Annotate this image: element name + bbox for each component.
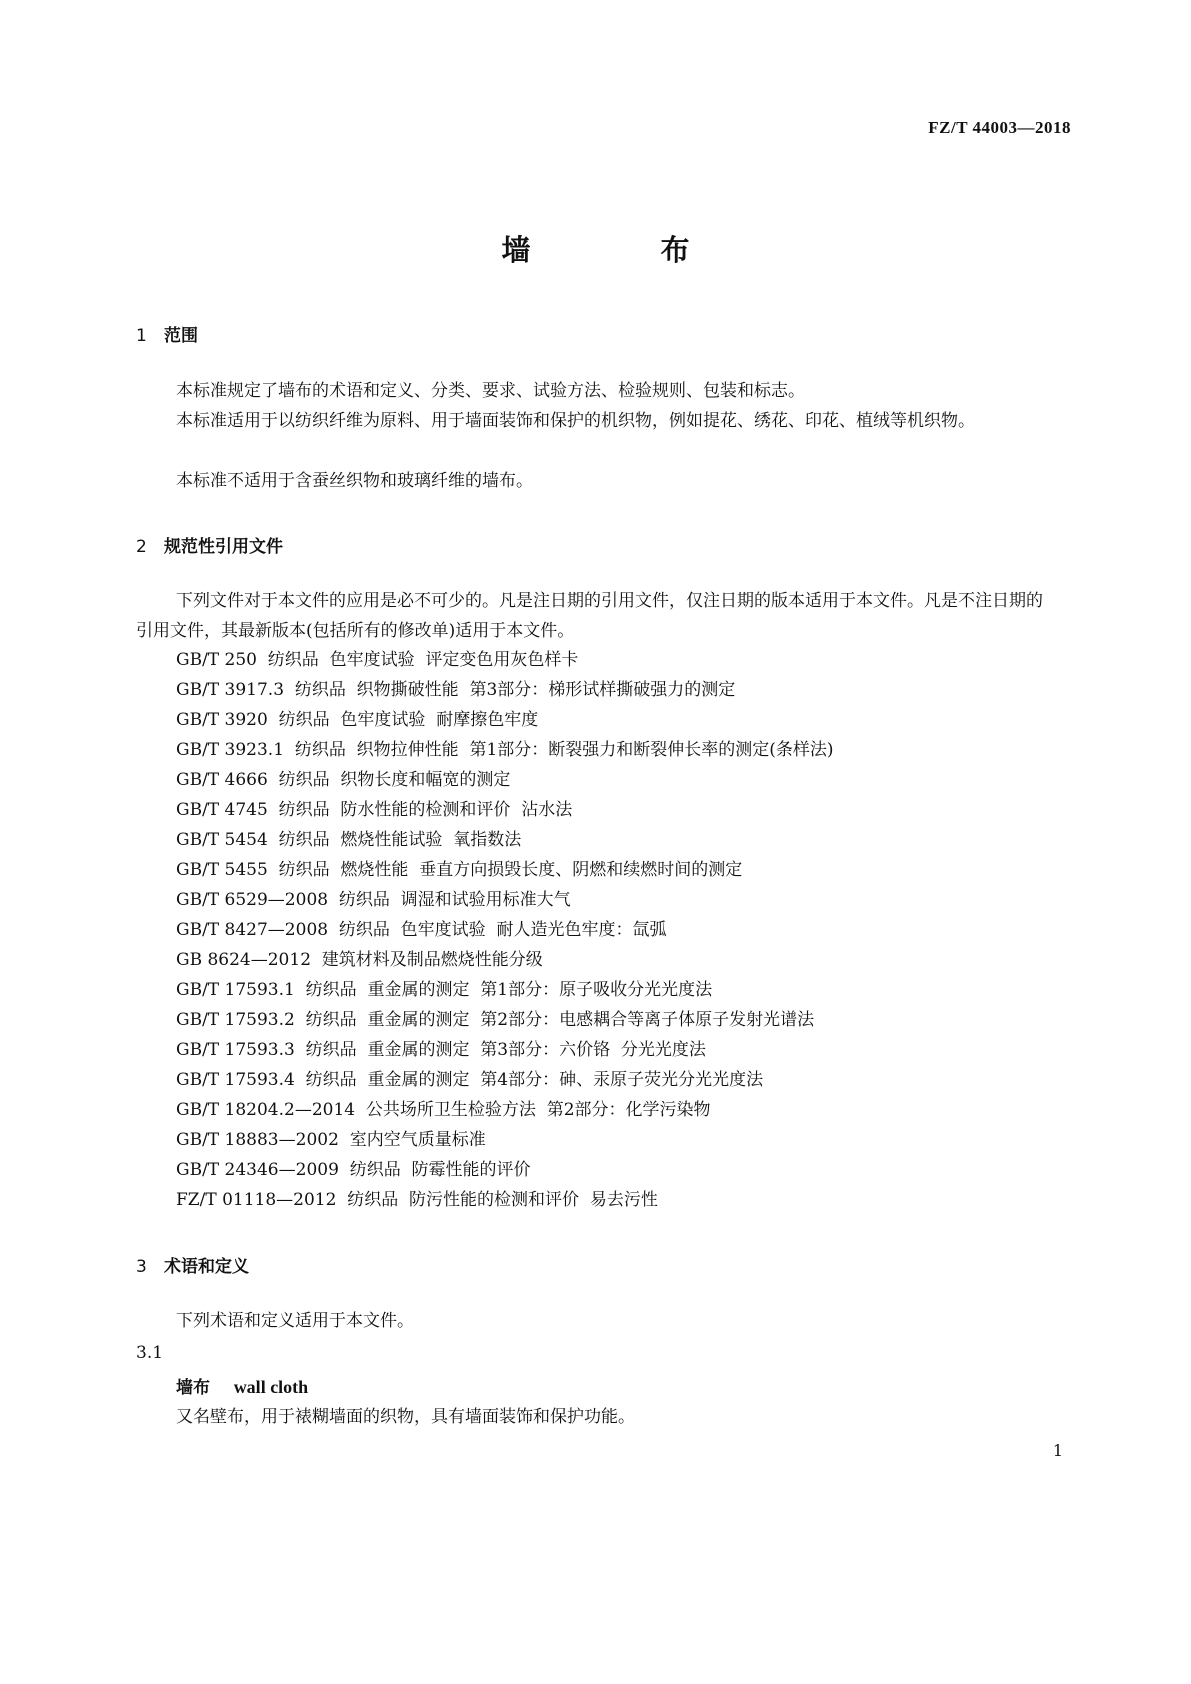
reference-item: GB/T 18204.2—2014 公共场所卫生检验方法 第2部分：化学污染物 [176,1100,711,1120]
term-number: 3.1 [136,1343,164,1363]
reference-list [176,645,1066,1215]
section-heading-normative-references [136,532,283,557]
section-number: 1 [136,326,147,346]
section-title: 范围 [164,326,198,346]
reference-item: GB/T 3920 纺织品 色牢度试验 耐摩擦色牢度 [176,710,539,730]
reference-item: GB/T 3923.1 纺织品 织物拉伸性能 第1部分：断裂强力和断裂伸长率的测定(条样法) [176,740,834,760]
page-number: 1 [1052,1441,1063,1460]
term-entry [176,1373,308,1398]
section-number: 3 [136,1257,147,1277]
section-heading-scope [136,321,198,346]
reference-item: GB 8624—2012 建筑材料及制品燃烧性能分级 [176,950,543,970]
scope-paragraph-3: 本标准不适用于含蚕丝织物和玻璃纤维的墙布。 [176,471,533,491]
reference-item: GB/T 17593.2 纺织品 重金属的测定 第2部分：电感耦合等离子体原子发射光谱法 [176,1010,815,1030]
reference-item: GB/T 5454 纺织品 燃烧性能试验 氧指数法 [176,830,522,850]
reference-item: FZ/T 01118—2012 纺织品 防污性能的检测和评价 易去污性 [176,1190,658,1210]
reference-item: GB/T 4745 纺织品 防水性能的检测和评价 沾水法 [176,800,573,820]
terms-intro: 下列术语和定义适用于本文件。 [176,1311,414,1331]
section-number: 2 [136,537,147,557]
reference-item: GB/T 17593.1 纺织品 重金属的测定 第1部分：原子吸收分光光度法 [176,980,713,1000]
reference-item: GB/T 3917.3 纺织品 织物撕破性能 第3部分：梯形试样撕破强力的测定 [176,680,736,700]
standard-code: FZ/T 44003—2018 [928,118,1071,137]
term-en: wall cloth [233,1377,309,1397]
reference-item: GB/T 4666 纺织品 织物长度和幅宽的测定 [176,770,511,790]
section-heading-terms-definitions [136,1252,249,1277]
term-definition: 又名壁布，用于裱糊墙面的织物，具有墙面装饰和保护功能。 [176,1407,635,1427]
references-intro: 下列文件对于本文件的应用是必不可少的。凡是注日期的引用文件，仅注日期的版本适用于本文件。凡是不注日期的引用文件，其最新版本(包括所有的修改单)适用于本文件。 [136,591,1043,641]
term-zh: 墙布 [176,1378,210,1398]
reference-item: GB/T 8427—2008 纺织品 色牢度试验 耐人造光色牢度：氙弧 [176,920,667,940]
section-title: 术语和定义 [164,1257,249,1277]
scope-paragraph-2: 本标准适用于以纺织纤维为原料、用于墙面装饰和保护的机织物，例如提花、绣花、印花、植绒等机织物。 [176,411,975,431]
reference-item: GB/T 18883—2002 室内空气质量标准 [176,1130,486,1150]
reference-item: GB/T 6529—2008 纺织品 调湿和试验用标准大气 [176,890,571,910]
scope-paragraph-1: 本标准规定了墙布的术语和定义、分类、要求、试验方法、检验规则、包装和标志。 [176,381,805,401]
reference-item: GB/T 5455 纺织品 燃烧性能 垂直方向损毁长度、阴燃和续燃时间的测定 [176,860,743,880]
reference-item: GB/T 17593.4 纺织品 重金属的测定 第4部分：砷、汞原子荧光分光光度法 [176,1070,764,1090]
reference-item: GB/T 17593.3 纺织品 重金属的测定 第3部分：六价铬 分光光度法 [176,1040,706,1060]
reference-item: GB/T 24346—2009 纺织品 防霉性能的评价 [176,1160,531,1180]
document-title: 墙 布 [501,233,690,267]
reference-item: GB/T 250 纺织品 色牢度试验 评定变色用灰色样卡 [176,650,579,670]
section-title: 规范性引用文件 [164,537,283,557]
